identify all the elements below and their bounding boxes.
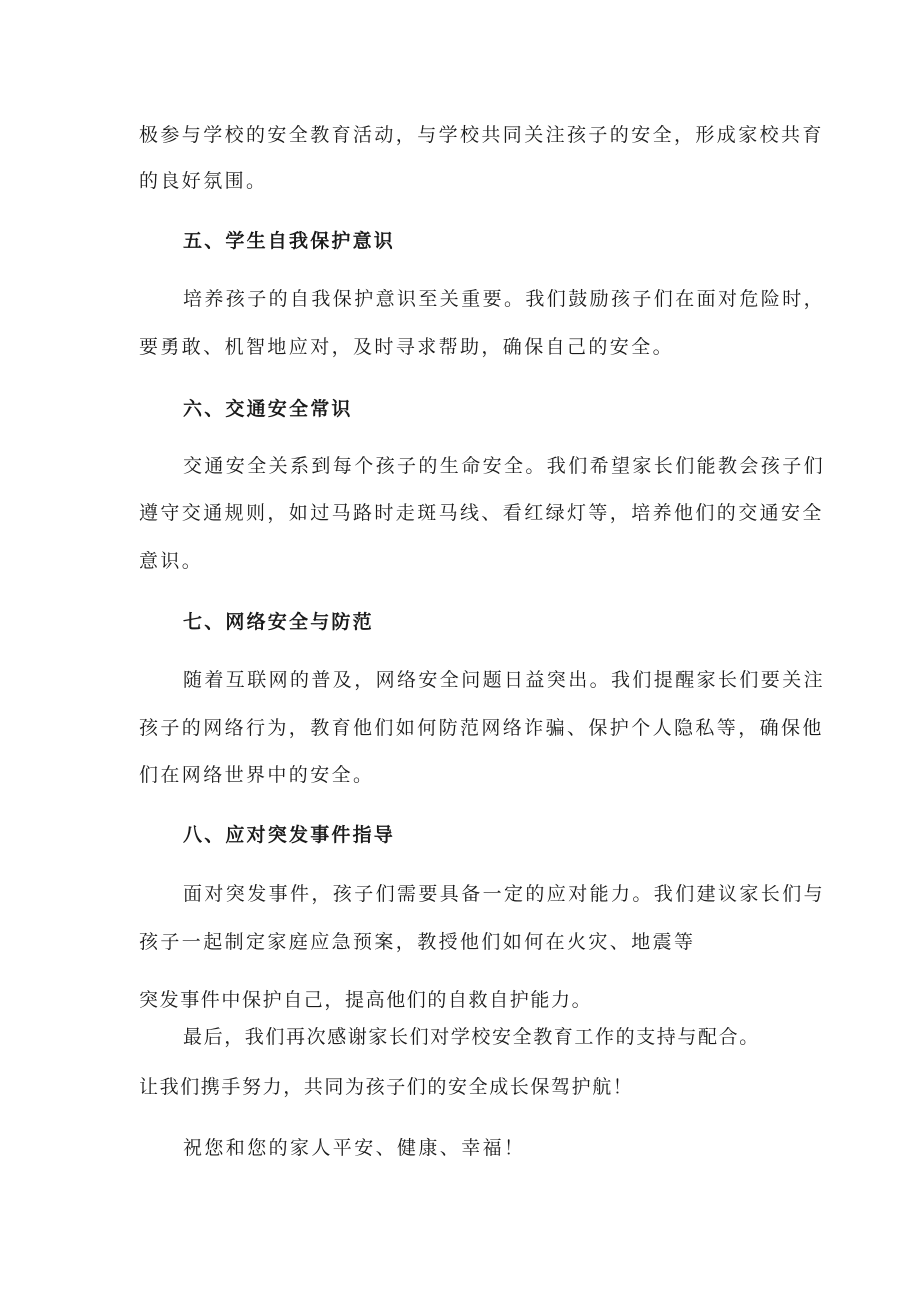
paragraph-line: 的良好氛围。 [139, 170, 268, 192]
paragraph-line: 面对突发事件，孩子们需要具备一定的应对能力。我们建议家长们与 [183, 883, 826, 905]
paragraph-line: 孩子的网络行为，教育他们如何防范网络诈骗、保护个人隐私等，确保他 [139, 717, 824, 739]
paragraph-line: 遵守交通规则，如过马路时走斑马线、看红绿灯等，培养他们的交通安全 [139, 502, 824, 524]
section-heading-emergency-guidance: 八、应对突发事件指导 [183, 824, 396, 846]
section-heading-network-safety: 七、网络安全与防范 [183, 611, 374, 633]
section-heading-self-protection: 五、学生自我保护意识 [183, 230, 396, 252]
paragraph-line: 意识。 [139, 550, 204, 572]
paragraph-line: 随着互联网的普及，网络安全问题日益突出。我们提醒家长们要关注 [183, 669, 826, 691]
paragraph-line: 要勇敢、机智地应对，及时寻求帮助，确保自己的安全。 [139, 336, 675, 358]
closing-call-to-action: 让我们携手努力，共同为孩子们的安全成长保驾护航！ [139, 1076, 634, 1098]
section-heading-traffic-safety: 六、交通安全常识 [183, 398, 353, 420]
closing-wish: 祝您和您的家人平安、健康、幸福！ [183, 1137, 526, 1159]
paragraph-line: 们在网络世界中的安全。 [139, 764, 375, 786]
paragraph-line: 培养孩子的自我保护意识至关重要。我们鼓励孩子们在面对危险时， [183, 288, 826, 310]
paragraph-line: 孩子一起制定家庭应急预案，教授他们如何在火灾、地震等 [139, 931, 696, 953]
paragraph-line: 突发事件中保护自己，提高他们的自救自护能力。 [139, 989, 593, 1011]
paragraph-line: 交通安全关系到每个孩子的生命安全。我们希望家长们能教会孩子们 [183, 455, 826, 477]
paragraph-line: 极参与学校的安全教育活动，与学校共同关注孩子的安全，形成家校共育 [139, 124, 824, 146]
closing-thanks-line: 最后，我们再次感谢家长们对学校安全教育工作的支持与配合。 [183, 1026, 760, 1048]
